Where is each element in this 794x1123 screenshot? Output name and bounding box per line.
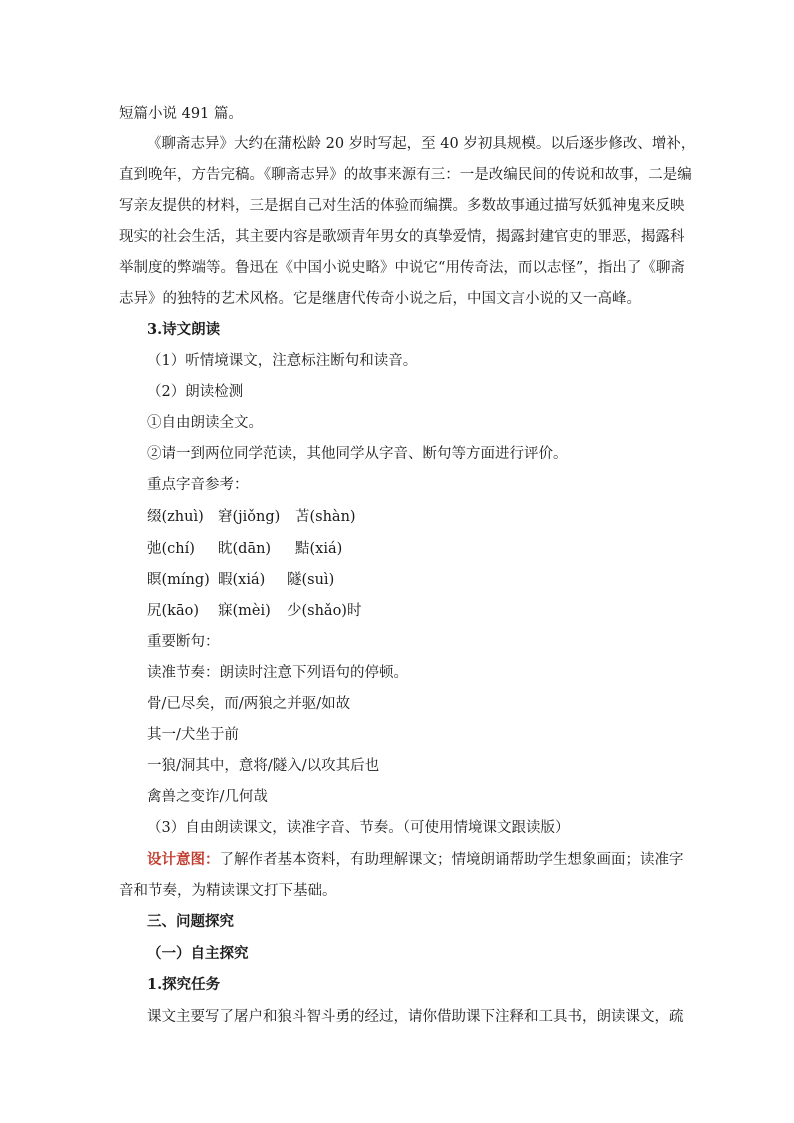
design-intent-label: 设计意图： — [147, 851, 220, 868]
reading-item-1: ①自由朗读全文。 — [147, 415, 263, 431]
sentence-break-example: 骨/已尽矣，而/两狼之并驱/如故 — [147, 696, 351, 712]
pronunciation-entry: 眈(dān) — [218, 541, 272, 557]
pronunciation-entry: 少(shǎo)时 — [287, 603, 362, 619]
section-heading-reading: 3.诗文朗读 — [147, 321, 221, 338]
paragraph-liaozhai-line-1: 《聊斋志异》大约在蒲松龄 20 岁时写起，至 40 岁初具规模。以后逐步修改、增补， — [147, 136, 696, 152]
section-heading-inquiry: 三、问题探究 — [147, 913, 234, 930]
reading-step-3: （3）自由朗读课文，读准字音、节奏。（可使用情境课文跟读版） — [147, 820, 570, 836]
pronunciation-entry: 隧(suì) — [287, 572, 335, 588]
reading-step-2: （2）朗读检测 — [147, 384, 244, 400]
pronunciation-entry: 黠(xiá) — [295, 541, 343, 557]
pronunciation-entry: 窘(jiǒng) — [218, 509, 281, 525]
pronunciation-entry: 弛(chí) — [147, 541, 195, 557]
paragraph-liaozhai-line-6: 志异》的独特的艺术风格。它是继唐代传奇小说之后，中国文言小说的又一高峰。 — [119, 291, 641, 307]
reading-item-2: ②请一到两位同学范读，其他同学从字音、断句等方面进行评价。 — [147, 446, 568, 462]
paragraph-liaozhai-line-2: 直到晚年，方告完稿。《聊斋志异》的故事来源有三：一是改编民间的传说和故事，二是编 — [119, 167, 692, 183]
sentence-break-example: 禽兽之变诈/几何哉 — [147, 789, 268, 805]
paragraph-liaozhai-line-3: 写亲友提供的材料，三是据自己对生活的体验而编撰。多数故事通过描写妖狐神鬼来反映 — [119, 198, 685, 214]
reading-step-1: （1）听情境课文，注意标注断句和读音。 — [147, 353, 418, 369]
pronunciation-entry: 寐(mèi) — [218, 603, 271, 619]
pronunciation-entry: 暇(xiá) — [218, 572, 266, 588]
task-heading: 1.探究任务 — [147, 976, 221, 993]
paragraph-liaozhai-line-4: 现实的社会生活，其主要内容是歌颂青年男女的真挚爱情，揭露封建官吏的罪恶，揭露科 — [119, 229, 685, 245]
task-text: 课文主要写了屠户和狼斗智斗勇的经过，请你借助课下注释和工具书，朗读课文，疏 — [147, 1009, 684, 1025]
pronunciation-entry: 瞑(míng) — [147, 572, 210, 588]
pronunciation-entry: 缀(zhuì) — [147, 509, 204, 525]
pronunciation-entry: 苫(shàn) — [295, 509, 356, 525]
design-intent-line-2: 音和节奏，为精读课文打下基础。 — [119, 883, 337, 899]
pronunciation-entry: 尻(kāo) — [147, 603, 199, 619]
sentence-break-example: 其一/犬坐于前 — [147, 727, 239, 743]
paragraph-liaozhai-line-5: 举制度的弊端等。鲁迅在《中国小说史略》中说它“用传奇法，而以志怪”，指出了《聊斋 — [119, 260, 685, 276]
rhythm-note: 读准节奏：朗读时注意下列语句的停顿。 — [147, 665, 408, 681]
sentence-break-heading: 重要断句： — [147, 634, 220, 650]
subsection-heading-self-inquiry: （一）自主探究 — [147, 945, 249, 962]
sentence-break-example: 一狼/洞其中，意将/隧入/以攻其后也 — [147, 758, 380, 774]
design-intent-text: 了解作者基本资料，有助理解课文；情境朗诵帮助学生想象画面；读准字 — [219, 852, 684, 868]
design-intent-line-1 — [147, 850, 684, 870]
paragraph-intro-tail: 短篇小说 491 篇。 — [119, 106, 243, 122]
pronunciation-heading: 重点字音参考： — [147, 477, 249, 493]
